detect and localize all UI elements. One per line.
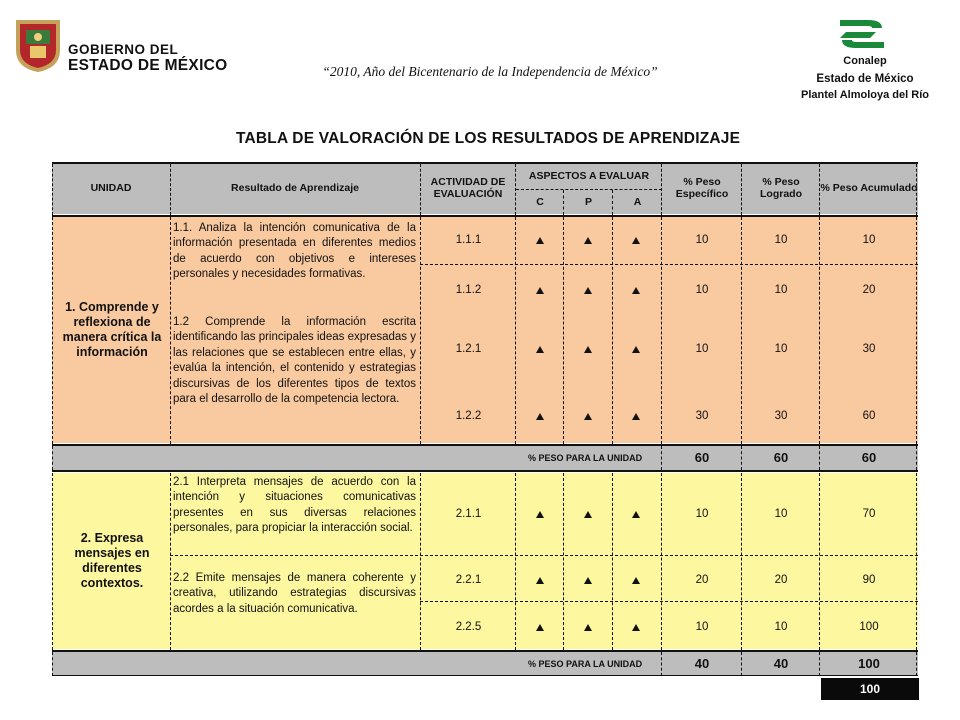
grid-line: [52, 164, 53, 215]
aspect-c-marker: [536, 577, 544, 584]
subtotal1-bottom-rule: [52, 470, 918, 472]
header-resultado: Resultado de Aprendizaje: [231, 182, 359, 194]
grid-line: [741, 652, 742, 676]
header-a: A: [633, 196, 642, 208]
row-peso-log: 20: [774, 574, 788, 586]
gobierno-line2: ESTADO DE MÉXICO: [68, 57, 228, 74]
aspect-a-marker: [632, 287, 640, 294]
row-peso-log: 30: [774, 410, 788, 422]
row-activity: 1.2.1: [455, 343, 482, 355]
conalep-icon: [832, 14, 892, 54]
grid-line: [420, 601, 918, 602]
grid-line: [52, 473, 53, 650]
grid-line: [819, 652, 820, 676]
table-bottom-rule: [52, 675, 918, 676]
aspect-p-marker: [584, 511, 592, 518]
row-activity: 2.1.1: [455, 508, 482, 520]
conalep-state: Estado de México: [816, 73, 914, 85]
grid-line: [916, 446, 917, 470]
grid-line: [420, 164, 421, 215]
aspect-c-marker: [536, 413, 544, 420]
grid-line: [516, 189, 662, 190]
grid-line: [515, 217, 516, 444]
aspect-a-marker: [632, 237, 640, 244]
aspect-a-marker: [632, 346, 640, 353]
grid-line: [916, 164, 917, 215]
row-peso-acu: 10: [862, 234, 876, 246]
grid-line: [515, 473, 516, 650]
grid-line: [170, 555, 918, 556]
unit1-subtotal-acu: 60: [861, 450, 877, 465]
aspect-p-marker: [584, 624, 592, 631]
unit1-subtotal-log: 60: [773, 450, 789, 465]
unit2-subtotal-acu: 100: [858, 656, 880, 671]
gobierno-line1: GOBIERNO DEL: [68, 42, 179, 57]
table-top-rule: [52, 162, 918, 164]
row-peso-esp: 30: [695, 410, 709, 422]
grid-line: [661, 652, 662, 676]
grid-line: [741, 164, 742, 215]
unit2-result2: 2.2 Emite mensajes de manera coherente y creativa, utilizando estrategias discursivas acordes a la situación comunicativa.: [173, 572, 416, 615]
unit1-bottom-rule: [52, 444, 918, 446]
grid-line: [563, 473, 564, 650]
row-activity: 1.1.1: [455, 234, 482, 246]
aspect-a-marker: [632, 511, 640, 518]
header-c: C: [536, 196, 544, 208]
unit1-label: 1. Comprende y reflexiona de manera crítica la información: [62, 300, 162, 359]
unit2-label: 2. Expresa mensajes en diferentes contextos.: [74, 531, 150, 590]
row-peso-esp: 10: [695, 508, 709, 520]
unit2-result1: 2.1 Interpreta mensajes de acuerdo con la intención y situaciones comunicativas presentes en sus diversas relaciones personales, para propiciar la interacción social.: [173, 476, 416, 535]
header-p: P: [584, 196, 592, 208]
header-rule: [52, 215, 918, 217]
grid-line: [170, 164, 171, 215]
row-peso-log: 10: [774, 284, 788, 296]
header-peso-acumulado: % Peso Acumulado: [820, 182, 918, 194]
grid-line: [819, 446, 820, 470]
unit2-bottom-rule: [52, 650, 918, 652]
row-peso-log: 10: [774, 508, 788, 520]
row-peso-esp: 20: [695, 574, 709, 586]
aspect-p-marker: [584, 287, 592, 294]
grid-line: [612, 217, 613, 444]
aspect-a-marker: [632, 624, 640, 631]
row-peso-esp: 10: [695, 621, 709, 633]
header-unidad: UNIDAD: [90, 182, 132, 194]
grid-line: [52, 652, 53, 676]
row-activity: 2.2.5: [455, 621, 482, 633]
row-activity: 1.2.2: [455, 410, 482, 422]
grid-line: [612, 190, 613, 215]
row-peso-acu: 90: [862, 574, 876, 586]
grid-line: [741, 217, 742, 444]
conalep-name: Conalep: [843, 55, 887, 67]
grid-line: [420, 217, 421, 444]
row-peso-esp: 10: [695, 234, 709, 246]
grid-line: [420, 473, 421, 650]
row-peso-acu: 70: [862, 508, 876, 520]
grid-line: [741, 446, 742, 470]
grid-line: [741, 473, 742, 650]
page-title: TABLA DE VALORACIÓN DE LOS RESULTADOS DE APRENDIZAJE: [236, 130, 741, 147]
row-peso-acu: 100: [859, 621, 879, 633]
aspect-a-marker: [632, 577, 640, 584]
grid-line: [916, 652, 917, 676]
valuation-table: [52, 162, 918, 676]
grid-line: [661, 446, 662, 470]
grid-line: [52, 217, 53, 444]
aspect-p-marker: [584, 346, 592, 353]
grand-total: 100: [821, 678, 919, 700]
row-activity: 1.1.2: [455, 284, 482, 296]
row-peso-log: 10: [774, 621, 788, 633]
conalep-plantel: Plantel Almoloya del Río: [801, 89, 929, 101]
unit2-subtotal-log: 40: [773, 656, 789, 671]
motto: “2010, Año del Bicentenario de la Independencia de México”: [322, 64, 658, 79]
grid-line: [420, 264, 918, 265]
row-peso-esp: 10: [695, 343, 709, 355]
header-aspectos: ASPECTOS A EVALUAR: [528, 170, 650, 182]
unit1-result1: 1.1. Analiza la intención comunicativa de la información presentada en diferentes medios de acuerdo con objetivos e intereses personales y necesidades formativas.: [173, 222, 416, 281]
grid-line: [819, 217, 820, 444]
row-peso-log: 10: [774, 234, 788, 246]
grid-line: [563, 190, 564, 215]
unit2-subtotal-esp: 40: [694, 656, 710, 671]
header-peso-logrado: % Peso Logrado: [760, 176, 802, 200]
grid-line: [52, 446, 53, 470]
conalep-logo: [832, 14, 892, 54]
grid-line: [661, 473, 662, 650]
grid-line: [916, 473, 917, 650]
row-peso-acu: 30: [862, 343, 876, 355]
header-actividad: ACTIVIDAD DE EVALUACIÓN: [430, 176, 506, 200]
grid-line: [819, 164, 820, 215]
unit1-subtotal-label: % PESO PARA LA UNIDAD: [528, 453, 643, 463]
unit1-subtotal-esp: 60: [694, 450, 710, 465]
aspect-a-marker: [632, 413, 640, 420]
grid-line: [612, 473, 613, 650]
aspect-c-marker: [536, 237, 544, 244]
grid-line: [916, 217, 917, 444]
aspect-c-marker: [536, 511, 544, 518]
aspect-p-marker: [584, 577, 592, 584]
aspect-c-marker: [536, 624, 544, 631]
grid-line: [170, 217, 171, 444]
aspect-c-marker: [536, 287, 544, 294]
header-peso-especifico: % Peso Específico: [675, 176, 729, 200]
aspect-c-marker: [536, 346, 544, 353]
grid-line: [170, 473, 171, 650]
grid-line: [563, 217, 564, 444]
grid-line: [819, 473, 820, 650]
row-peso-esp: 10: [695, 284, 709, 296]
row-peso-log: 10: [774, 343, 788, 355]
unit2-subtotal-label: % PESO PARA LA UNIDAD: [528, 659, 643, 669]
coat-of-arms-icon: [10, 16, 66, 74]
aspect-p-marker: [584, 237, 592, 244]
row-activity: 2.2.1: [455, 574, 482, 586]
grid-line: [661, 217, 662, 444]
aspect-p-marker: [584, 413, 592, 420]
row-peso-acu: 60: [862, 410, 876, 422]
unit1-result2: 1.2 Comprende la información escrita identificando las principales ideas expresadas y las relaciones que se establecen entre ellas, y evalúa la intención, el contenido y estrategias discursivas de los diferentes tipos de textos para el desarrollo de la competencia lectora.: [173, 316, 416, 406]
row-peso-acu: 20: [862, 284, 876, 296]
